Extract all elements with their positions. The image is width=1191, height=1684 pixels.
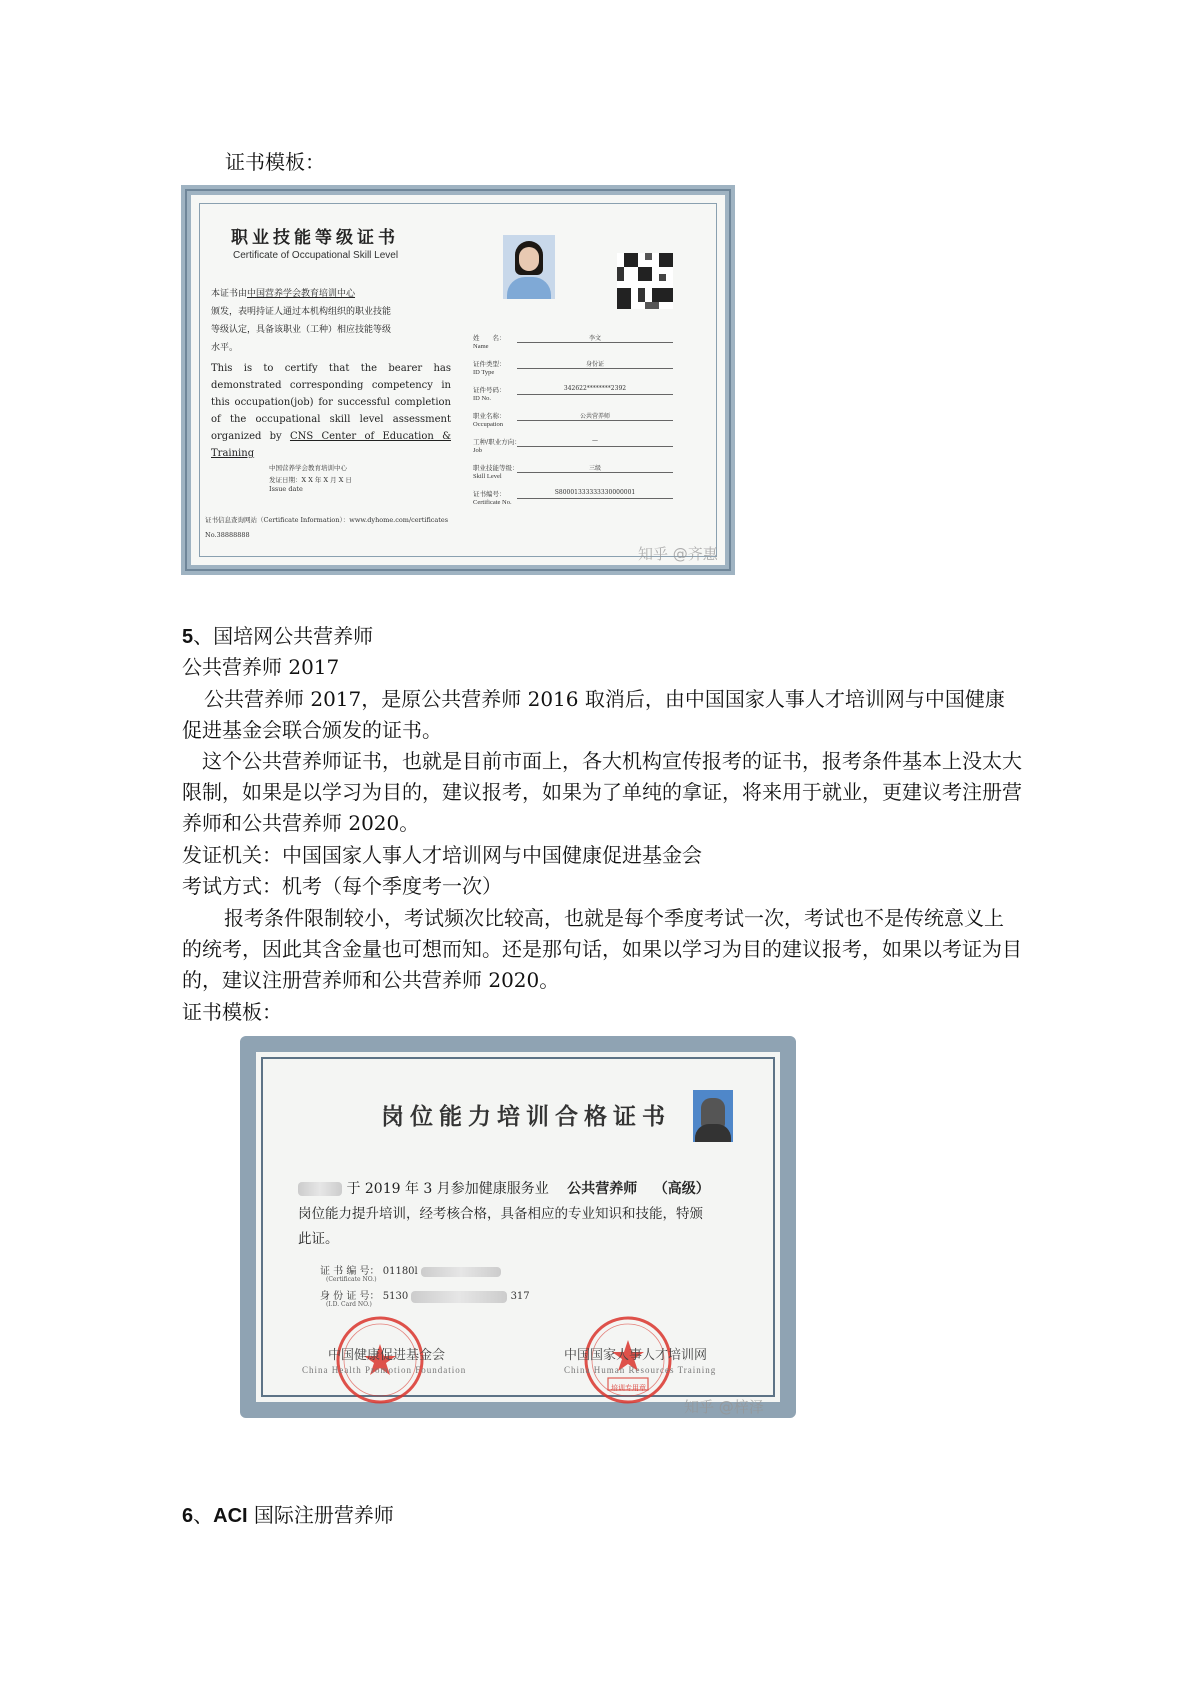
section5-para3: 报考条件限制较小，考试频次比较高，也就是每个季度考试一次，考试也不是传统意义上的统考，因此其含金量也可想而知。还是那句话，如果以学习为目的建议报考，如果以考证为目的，建议注册营养师和公共营养师 2020。 [182,906,1022,992]
portrait-photo [503,235,555,299]
cert2-title: 岗位能力培训合格证书 [381,1103,671,1130]
cert1-info-site: 证书信息查询网站（Certificate Information）：www.dyhome.com/certificates [205,516,449,524]
cert1-field-cert-no: 证书编号： Certificate No. S80001333333330000001 [473,489,673,515]
cert1-title: 职业技能等级证书 [231,228,399,248]
seal2-text: 培训专用章 [611,1384,646,1392]
cert2-line3: 此证。 [298,1231,339,1247]
cert1-field-skill-level: 职业技能等级： Skill Level 三级 [473,463,673,489]
section6-heading: 6、ACI 国际注册营养师 [182,1503,394,1527]
cert1-field-job: 工种/职业方向： Job — [473,437,673,463]
cert2-id-no: 身 份 证 号： 5130 317 [320,1291,530,1302]
template-label-1: 证书模板： [225,150,325,174]
portrait-photo-blurred [693,1090,733,1142]
cert2-org2: 中国国家人事人才培训网 [564,1348,708,1363]
cert2-line1: 于 2019 年 3 月参加健康服务业 公共营养师 （高级） [298,1178,710,1200]
cert1-field-name: 姓 名： Name 李文 [473,333,673,359]
cert1-issuer: 中国营养学会教育培训中心 [269,464,347,472]
cert1-en-body: This is to certify that the bearer has demonstrated corresponding competency in this occupation(job) for successful completion of the occupational skill level assessment organized by CNS Center of Education & Training [211,363,451,459]
section5-issuer: 发证机关：中国国家人事人才培训网与中国健康促进基金会 [182,843,702,867]
cert2-cert-no: 证 书 编 号： 01180l [320,1262,501,1277]
cert1-cn-body: 本证书由中国营养学会教育培训中心 颁发，表明持证人通过本机构组织的职业技能 等级认定，具备该职业（工种）相应技能等级 水平。 [211,289,392,353]
cert1-issue-date-en: Issue date [269,485,303,493]
certificate-image-1 [181,185,735,575]
cert1-subtitle: Certificate of Occupational Skill Level [233,250,399,261]
section5-heading: 5、国培网公共营养师 [182,624,374,648]
cert2-org1-en: China Health Promotion Foundation [302,1365,467,1375]
template-label-2: 证书模板： [182,1000,282,1024]
cert1-field-id-no: 证件号码： ID No. 342622********2392 [473,385,673,411]
cert1-watermark: 知乎 @齐惠 [638,545,718,563]
cert2-org2-en: China Human Resources Training [564,1365,717,1375]
cert2-cert-no-en: (Certificate NO.) [326,1276,377,1283]
cert1-serial: No.38888888 [205,531,250,539]
section5-subtitle: 公共营养师 2017 [182,655,340,679]
cert1-issue-date: 发证日期：X X 年 X 月 X 日 [269,476,352,484]
cert2-id-no-en: (I.D. Card NO.) [326,1301,372,1308]
certificate-image-2 [240,1036,796,1418]
section5-para2: 这个公共营养师证书，也就是目前市面上，各大机构宣传报考的证书，报考条件基本上没太大限制，如果是以学习为目的，建议报考，如果为了单纯的拿证，将来用于就业，更建议考注册营养师和公共营养师 2020。 [182,749,1022,835]
qr-code-icon [617,253,673,309]
cert2-org1: 中国健康促进基金会 [328,1348,446,1363]
cert1-field-id-type: 证件类型： ID Type 身份证 [473,359,673,385]
cert1-field-occupation: 职业名称： Occupation 公共营养师 [473,411,673,437]
section5-para1: 公共营养师 2017，是原公共营养师 2016 取消后，由中国国家人事人才培训网与中国健康促进基金会联合颁发的证书。 [182,687,1005,742]
section5-exam-method: 考试方式：机考（每个季度考一次） [182,874,502,898]
cert2-watermark: 知乎 @梓泽 [684,1398,764,1416]
cert2-line2: 岗位能力提升培训，经考核合格，具备相应的专业知识和技能，特颁 [298,1206,703,1222]
